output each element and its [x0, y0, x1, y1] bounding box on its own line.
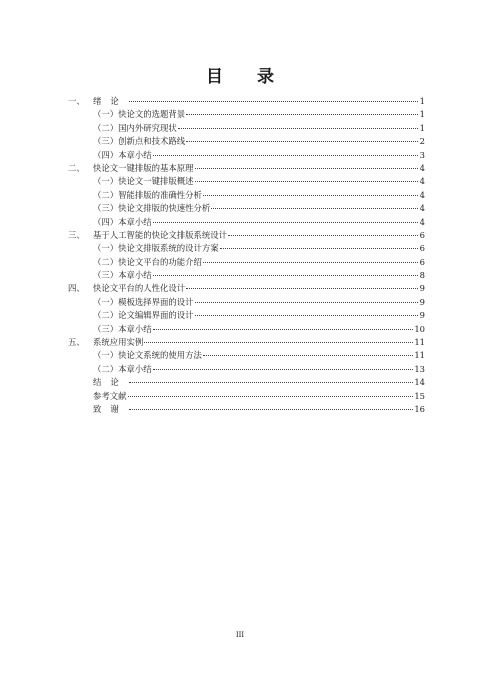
toc-chapter-entry[interactable]	[68, 95, 425, 108]
toc-entry-page-number: 8	[419, 270, 425, 281]
toc-entry-label: （三）本章小结	[93, 323, 152, 334]
toc-entry-label: （三）本章小结	[93, 270, 152, 281]
toc-chapter-entry[interactable]	[68, 282, 425, 295]
toc-section-entry[interactable]	[68, 189, 425, 202]
toc-entry-page-number: 2	[419, 136, 425, 147]
toc-section-entry[interactable]	[68, 122, 425, 135]
toc-entry-page-number: 4	[419, 203, 425, 214]
toc-dot-leader	[129, 382, 414, 383]
toc-entry-page-number: 9	[419, 296, 425, 307]
toc-entry-label: （二）论文编辑界面的设计	[93, 310, 194, 321]
toc-chapter-entry[interactable]	[68, 229, 425, 242]
page-title: 目 录	[206, 67, 288, 87]
toc-entry-label: 参考文献	[93, 390, 127, 401]
toc-section-entry[interactable]	[68, 135, 425, 148]
toc-dot-leader	[153, 369, 414, 370]
toc-dot-leader	[186, 114, 418, 115]
toc-section-entry[interactable]	[68, 175, 425, 188]
toc-section-entry[interactable]	[68, 309, 425, 322]
toc-entry-label: （二）快论文平台的功能介绍	[93, 256, 202, 267]
toc-entry-label: （一）快论文系统的使用方法	[93, 350, 202, 361]
toc-section-entry[interactable]	[68, 216, 425, 229]
toc-section-entry[interactable]	[68, 323, 425, 336]
toc-entry-page-number: 11	[414, 350, 425, 361]
toc-chapter-entry[interactable]	[68, 162, 425, 175]
toc-dot-leader	[129, 409, 414, 410]
toc-entry-label: 基于人工智能的快论文排版系统设计	[93, 229, 227, 240]
toc-entry-label: （一）快论文排版系统的设计方案	[93, 243, 219, 254]
toc-entry-label: 绪论	[93, 96, 128, 106]
toc-entry-label: （三）快论文排版的快速性分析	[93, 203, 211, 214]
toc-entry-page-number: 6	[419, 243, 425, 254]
toc-entry-number: 四、	[68, 283, 85, 294]
toc-entry-label: 快论文一键排版的基本原理	[93, 162, 194, 173]
toc-section-entry[interactable]	[68, 149, 425, 162]
toc-dot-leader	[186, 141, 418, 142]
toc-entry-label: 系统应用实例	[93, 337, 144, 348]
toc-chapter-entry[interactable]	[68, 390, 425, 403]
toc-chapter-entry[interactable]	[68, 403, 425, 416]
table-of-contents	[68, 95, 425, 416]
toc-entry-page-number: 16	[414, 403, 425, 414]
toc-dot-leader	[220, 248, 418, 249]
toc-dot-leader	[203, 195, 418, 196]
toc-section-entry[interactable]	[68, 108, 425, 121]
toc-entry-label: （二）国内外研究现状	[93, 122, 177, 133]
toc-dot-leader	[203, 355, 413, 356]
toc-entry-page-number: 15	[414, 390, 425, 401]
toc-entry-page-number: 13	[414, 363, 425, 374]
toc-dot-leader	[195, 315, 419, 316]
toc-entry-page-number: 14	[414, 377, 425, 388]
toc-entry-label: （四）本章小结	[93, 216, 152, 227]
toc-dot-leader	[186, 288, 418, 289]
toc-entry-label: （二）本章小结	[93, 363, 152, 374]
toc-dot-leader	[153, 329, 414, 330]
toc-entry-label: （二）智能排版的准确性分析	[93, 189, 202, 200]
toc-entry-page-number: 11	[414, 337, 425, 348]
toc-dot-leader	[211, 208, 418, 209]
toc-entry-page-number: 1	[419, 122, 425, 133]
toc-entry-label: （一）模板选择界面的设计	[93, 296, 194, 307]
toc-dot-leader	[178, 128, 418, 129]
toc-dot-leader	[195, 302, 419, 303]
toc-entry-page-number: 4	[419, 162, 425, 173]
toc-entry-label: （一）快论文一键排版概述	[93, 176, 194, 187]
toc-dot-leader	[129, 101, 418, 102]
toc-entry-page-number: 3	[419, 149, 425, 160]
toc-entry-page-number: 4	[419, 189, 425, 200]
toc-dot-leader	[144, 342, 413, 343]
toc-dot-leader	[128, 396, 414, 397]
toc-entry-label: （四）本章小结	[93, 149, 152, 160]
toc-entry-page-number: 9	[419, 283, 425, 294]
toc-entry-number: 五、	[68, 337, 85, 348]
toc-entry-label: 结论	[93, 377, 128, 388]
toc-dot-leader	[203, 262, 418, 263]
toc-section-entry[interactable]	[68, 256, 425, 269]
toc-entry-page-number: 6	[419, 256, 425, 267]
toc-entry-number: 二、	[68, 162, 85, 173]
toc-dot-leader	[153, 275, 418, 276]
toc-entry-label: 致谢	[93, 403, 128, 414]
toc-entry-label: 快论文平台的人性化设计	[93, 283, 186, 294]
toc-chapter-entry[interactable]	[68, 336, 425, 349]
toc-entry-page-number: 4	[419, 176, 425, 187]
toc-entry-label: （三）创新点和技术路线	[93, 136, 186, 147]
toc-chapter-entry[interactable]	[68, 376, 425, 389]
toc-section-entry[interactable]	[68, 202, 425, 215]
toc-dot-leader	[153, 222, 418, 223]
toc-section-entry[interactable]	[68, 363, 425, 376]
toc-entry-page-number: 1	[419, 109, 425, 120]
toc-entry-page-number: 6	[419, 229, 425, 240]
page-number: III	[235, 631, 245, 639]
toc-entry-number: 一、	[68, 96, 85, 106]
toc-entry-page-number: 4	[419, 216, 425, 227]
toc-entry-page-number: 10	[414, 323, 425, 334]
toc-entry-page-number: 9	[419, 310, 425, 321]
toc-dot-leader	[195, 181, 419, 182]
toc-section-entry[interactable]	[68, 242, 425, 255]
toc-section-entry[interactable]	[68, 269, 425, 282]
toc-dot-leader	[228, 235, 418, 236]
toc-dot-leader	[195, 168, 419, 169]
toc-section-entry[interactable]	[68, 296, 425, 309]
toc-dot-leader	[153, 155, 418, 156]
toc-entry-page-number: 1	[419, 96, 425, 106]
toc-entry-number: 三、	[68, 229, 85, 240]
toc-section-entry[interactable]	[68, 349, 425, 362]
toc-entry-label: （一）快论文的选题背景	[93, 109, 186, 120]
